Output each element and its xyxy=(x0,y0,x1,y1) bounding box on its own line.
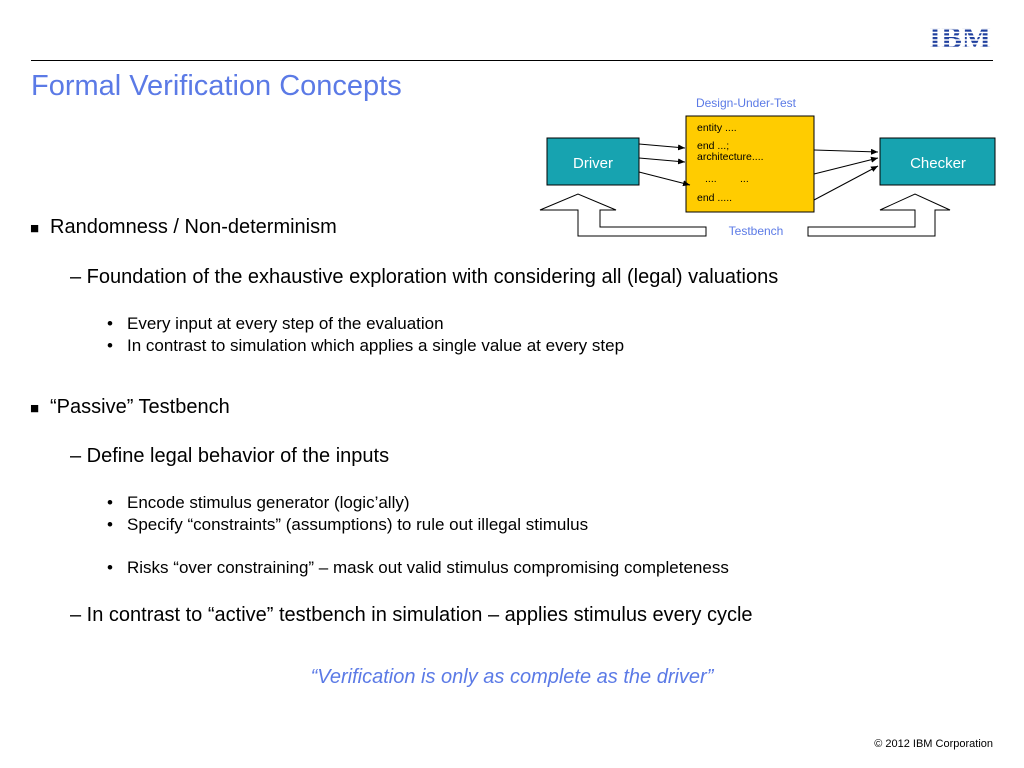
bullet-level3 xyxy=(107,493,410,513)
bullet-level2: – In contrast to “active” testbench in simulation – applies stimulus every cycle xyxy=(70,604,753,626)
code-line: end ...; xyxy=(697,140,730,152)
bullet-text: In contrast to simulation which applies a single value at every step xyxy=(127,336,625,355)
bullet-text: Randomness / Non-determinism xyxy=(50,216,337,238)
bullet-level2: – Foundation of the exhaustive exploration with considering all (legal) valuations xyxy=(70,266,779,288)
driver-label: Driver xyxy=(573,155,613,172)
bullet-level1 xyxy=(30,396,230,419)
bullet-text: Encode stimulus generator (logic’ally) xyxy=(127,493,410,512)
bullet-level2: – Define legal behavior of the inputs xyxy=(70,445,390,467)
copyright: © 2012 IBM Corporation xyxy=(874,738,993,750)
dot-bullet-icon: • xyxy=(107,493,113,512)
bullet-text: Specify “constraints” (assumptions) to rule out illegal stimulus xyxy=(127,515,589,534)
bullet-text: “Passive” Testbench xyxy=(50,396,230,418)
dut-label: Design-Under-Test xyxy=(695,96,797,110)
testbench-label: Testbench xyxy=(728,224,784,238)
title-rule xyxy=(31,60,993,61)
bullet-text: Every input at every step of the evaluation xyxy=(127,314,444,333)
bullet-level3 xyxy=(107,515,588,535)
code-line: .... ... xyxy=(705,173,749,185)
slide-quote: “Verification is only as complete as the driver” xyxy=(310,666,714,688)
bullet-level3 xyxy=(107,336,624,356)
bullet-level3 xyxy=(107,314,444,334)
code-line: architecture.... xyxy=(697,151,764,163)
dot-bullet-icon: • xyxy=(107,314,113,333)
output-arrows xyxy=(814,150,878,200)
square-bullet-icon: ■ xyxy=(30,220,40,237)
checker-label: Checker xyxy=(910,155,966,172)
dot-bullet-icon: • xyxy=(107,336,113,355)
ibm-logo xyxy=(924,22,996,52)
dot-bullet-icon: • xyxy=(107,558,113,577)
ibm-logo-text: IBM xyxy=(929,22,991,52)
dot-bullet-icon: • xyxy=(107,515,113,534)
bullet-level3 xyxy=(107,558,729,578)
code-line: end ..... xyxy=(697,192,733,204)
bullet-level1 xyxy=(30,216,337,239)
input-arrows xyxy=(639,144,690,185)
square-bullet-icon: ■ xyxy=(30,400,40,417)
code-line: entity .... xyxy=(697,122,737,134)
verification-diagram xyxy=(530,90,1000,250)
bullet-text: Risks “over constraining” – mask out valid stimulus compromising completeness xyxy=(127,558,729,577)
slide-title: Formal Verification Concepts xyxy=(31,70,402,102)
